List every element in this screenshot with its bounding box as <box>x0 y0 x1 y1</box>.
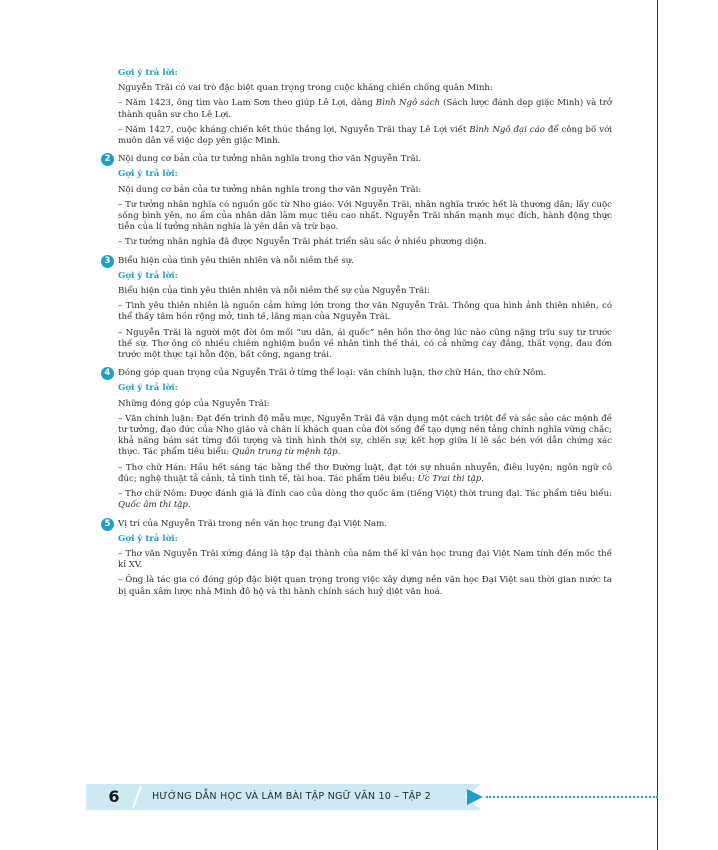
answer-paragraph: – Thơ chữ Nôm: Được đánh giá là đỉnh cao của dòng thơ quốc âm (tiếng Việt) thời trung đại. Tác phẩm tiêu biểu: Quốc âm thi tập. <box>118 489 612 511</box>
answer-paragraph: – Thơ chữ Hán: Hầu hết sáng tác bằng thể thơ Đường luật, đạt tới sự nhuần nhuyễn, điêu luyện; ngôn ngữ cô đúc; nghệ thuật tả cảnh, tả tình tinh tế, tài hoa. Tác phẩm tiêu biểu: Ức Trai thi tập. <box>118 462 612 484</box>
question-2 <box>104 154 612 165</box>
question-text: Đóng góp quan trọng của Nguyễn Trãi ở từng thể loại: văn chính luận, thơ chữ Hán, thơ chữ Nôm. <box>118 368 547 379</box>
answer-paragraph: Biểu hiện của tình yêu thiên nhiên và nỗi niềm thế sự của Nguyễn Trãi: <box>118 286 430 297</box>
answer-hint-label: Gợi ý trả lời: <box>118 270 178 281</box>
answer-paragraph: – Năm 1423, ông tìm vào Lam Sơn theo giúp Lê Lợi, dâng Bình Ngô sách (Sách lược đánh dẹp giặc Minh) và trở thành quân sư cho Lê Lợi. <box>118 98 612 120</box>
page-edge-line <box>657 0 658 850</box>
answer-paragraph: – Nguyễn Trãi là người một đời ôm mối “ưu dân, ái quốc” nên hồn thơ ông lúc nào cũng nặng trĩu suy tư trước thế sự. Thơ ông có nhiều chiêm nghiệm buồn về nhân tình thế thái, có cả những cay đắng, thất vọng, đau đớn trước một thực tại hỗn độn, bất công, ngang trái. <box>118 327 612 361</box>
answer-paragraph: Nguyễn Trãi có vai trò đặc biệt quan trọng trong cuộc kháng chiến chống quân Minh: <box>118 83 493 94</box>
question-number-badge: 3 <box>101 255 114 268</box>
question-number-badge: 4 <box>101 367 114 380</box>
answer-paragraph: – Văn chính luận: Đạt đến trình độ mẫu mực, Nguyễn Trãi đã vận dụng một cách triệt để và sắc sảo các mệnh đề tư tưởng, đạo đức của Nho giáo và chân lí khách quan của đời sống để tạo dựng nền tảng chính nghĩa vững chắc; khả năng bám sát từng đối tượng và tình hình thời sự, chiến sự; kết hợp giữa lí lẽ sắc bén với dẫn chứng xác thực. Tác phẩm tiêu biểu: Quân trung từ mệnh tập. <box>118 413 612 458</box>
answer-paragraph: – Tư tưởng nhân nghĩa có nguồn gốc từ Nho giáo. Với Nguyễn Trãi, nhân nghĩa trước hết là thương dân; lấy cuộc sống bình yên, no ấm của nhân dân làm mục tiêu cao nhất. Nguyễn Trãi nhấn mạnh mục đích, hành động thực tiễn của lí tưởng nhân nghĩa là yên dân và trừ bạo. <box>118 199 612 233</box>
answer-hint-label: Gợi ý trả lời: <box>118 68 178 78</box>
answer-hint-label: Gợi ý trả lời: <box>118 383 178 394</box>
question-3 <box>104 255 612 267</box>
question-number-badge: 5 <box>101 518 114 531</box>
book-title: HƯỚNG DẪN HỌC VÀ LÀM BÀI TẬP NGỮ VĂN 10 – TẬP 2 <box>152 791 431 802</box>
page-footer <box>86 784 658 810</box>
answer-paragraph: – Tư tưởng nhân nghĩa đã được Nguyễn Trãi phát triển sâu sắc ở nhiều phương diện. <box>118 237 487 248</box>
intro-answer <box>118 83 612 147</box>
answer-paragraph: – Thơ văn Nguyễn Trãi xứng đáng là tập đại thành của năm thế kỉ văn học trung đại Việt Nam tính đến mốc thế kỉ XV. <box>118 548 612 571</box>
page-number: 6 <box>108 787 120 806</box>
answer-hint-label: Gợi ý trả lời: <box>118 169 178 180</box>
arrow-right-icon <box>467 789 483 805</box>
question-text: Vị trí của Nguyễn Trãi trong nền văn học trung đại Việt Nam. <box>118 518 387 529</box>
answer-hint-label: Gợi ý trả lời: <box>118 533 178 544</box>
question-text: Nội dung cơ bản của tư tưởng nhân nghĩa trong thơ văn Nguyễn Trãi. <box>118 154 422 165</box>
question-text: Biểu hiện của tình yêu thiên nhiên và nỗi niềm thế sự. <box>118 255 355 266</box>
question-number-badge: 2 <box>101 153 114 166</box>
answer-paragraph: Những đóng góp của Nguyễn Trãi: <box>118 398 270 409</box>
answer-paragraph: Nội dung cơ bản của tư tưởng nhân nghĩa trong thơ văn Nguyễn Trãi: <box>118 184 422 195</box>
question-4 <box>104 368 612 379</box>
answer-paragraph: – Năm 1427, cuộc kháng chiến kết thúc thắng lợi, Nguyễn Trãi thay Lê Lợi viết Bình Ngô đại cáo để công bố với muôn dân về việc dẹp yên giặc Minh. <box>118 124 612 147</box>
answer-paragraph: – Ông là tác gia có đóng góp đặc biệt quan trọng trong việc xây dựng nền văn học Đại Việt sau thời gian nước ta bị quân xâm lược nhà Minh đô hộ và thi hành chính sách huỷ diệt văn hoá. <box>118 575 612 597</box>
question-5 <box>104 518 612 530</box>
main-content <box>104 68 612 602</box>
answer-paragraph: – Tình yêu thiên nhiên là nguồn cảm hứng lớn trong thơ văn Nguyễn Trãi. Thông qua hình ảnh thiên nhiên, có thể thấy tâm hồn rộng mở, tinh tế, lãng mạn của Nguyễn Trãi. <box>118 301 612 323</box>
footer-dotted-line <box>486 796 658 800</box>
